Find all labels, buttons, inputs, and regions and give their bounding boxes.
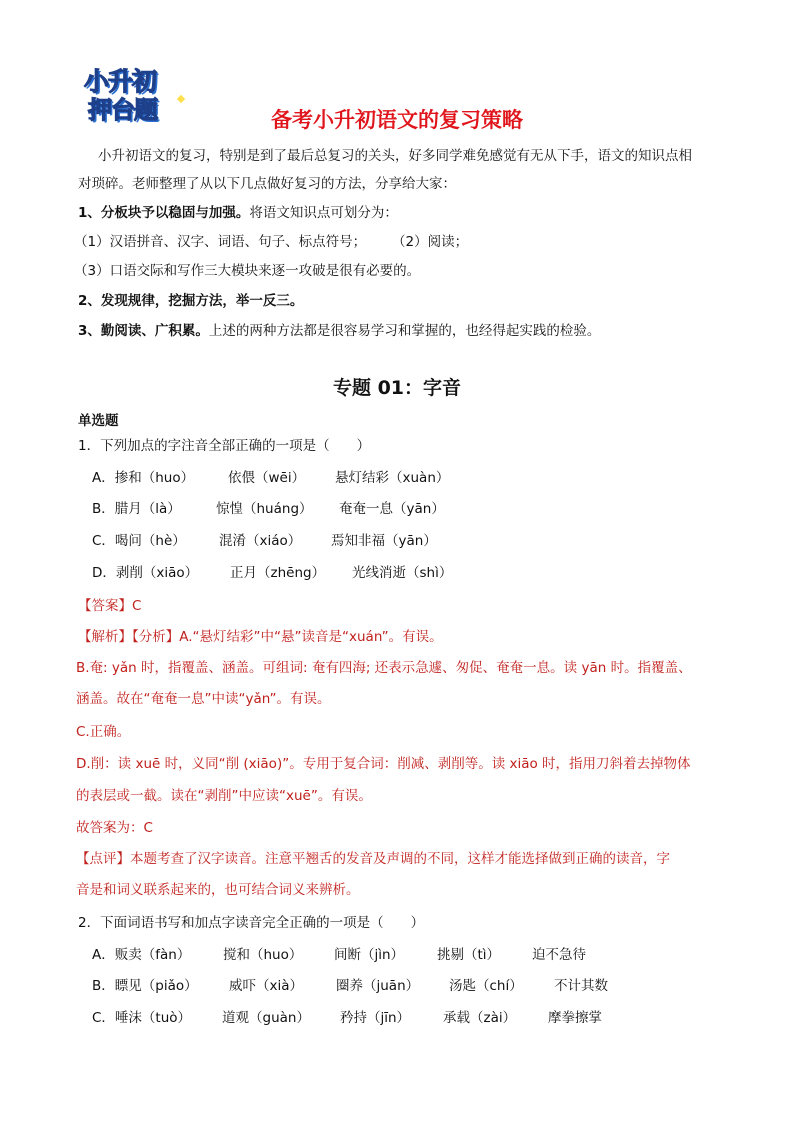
q1-option-d-1: D．剥削（xiāo） [92, 565, 199, 581]
q2-option-a-2: 搅和（huo） [223, 947, 303, 963]
q2-option-c-4: 承载（zài） [443, 1010, 517, 1026]
q2-option-b-3: 圈养（juān） [336, 978, 420, 994]
q1-option-b-1: B．腊月（là） [92, 501, 181, 517]
q2-option-a-3: 间断（jìn） [334, 947, 405, 963]
strategy-1-text: 将语文知识点可划分为： [249, 205, 398, 221]
q1-option-c-3: 焉知非福（yān） [331, 533, 437, 549]
sparkle-icon [177, 95, 185, 103]
q1-comment-line-1 [76, 849, 670, 869]
q2-option-b-2: 威吓（xià） [229, 978, 304, 994]
strategy-1-item-a: （1）汉语拼音、汉字、词语、句子、标点符号； [74, 234, 367, 250]
strategy-1 [78, 203, 398, 223]
q1-analysis-b-line-2: 涵盖。故在“奄奄一息”中读“yǎn”。有误。 [76, 691, 331, 707]
strategy-1-item-c: （3）口语交际和写作三大模块来逐一攻破是很有必要的。 [74, 263, 421, 279]
q1-option-d-2: 正月（zhēng） [230, 565, 326, 581]
q1-option-b-2: 惊惶（huáng） [216, 501, 313, 517]
strategy-3 [78, 321, 600, 341]
strategy-2-heading: 2、发现规律，挖掘方法，举一反三。 [78, 293, 304, 309]
q2-option-a-5: 迫不急待 [532, 947, 586, 963]
q1-analysis-c: C.正确。 [76, 724, 131, 740]
q1-option-c-1: C．喝问（hè） [92, 533, 186, 549]
section-title: 专题 01：字音 [332, 377, 462, 399]
q2-stem: 2．下面词语书写和加点字读音完全正确的一项是（ ） [78, 915, 425, 931]
q1-answer [78, 596, 141, 616]
q1-option-c-2: 混淆（xiáo） [219, 533, 302, 549]
q2-option-b-1: B．瞟见（piǎo） [92, 978, 198, 994]
answer-value: C [132, 598, 142, 614]
document-title: 备考小升初语文的复习策略 [271, 108, 523, 132]
q2-option-a-1: A．贩卖（fàn） [92, 947, 191, 963]
q1-analysis-d-line-2: 的表层或一截。读在“剥削”中应读“xuē”。有误。 [76, 788, 372, 804]
strategy-1-heading: 1、分板块予以稳固与加强。 [78, 205, 250, 221]
q1-analysis-d-line-1: D.削：读 xuē 时，义同“削 (xiāo)”。专用于复合词：削减、剥削等。读 xiāo 时，指用刀斜着去掉物体 [76, 756, 691, 772]
q1-option-a-1: A．掺和（huo） [92, 470, 195, 486]
q2-option-c-2: 道观（guàn） [222, 1010, 310, 1026]
analysis-a-text: A.“悬灯结彩”中“悬”读音是“xuán”。有误。 [179, 629, 443, 645]
logo-line-2: 押台题 [88, 96, 157, 124]
intro-line-2: 对琐碎。老师整理了从以下几点做好复习的方法，分享给大家： [78, 176, 456, 192]
strategy-3-heading: 3、勤阅读、广积累。 [78, 323, 209, 339]
q2-option-c-3: 矜持（jīn） [340, 1010, 411, 1026]
answer-tag: 【答案】 [78, 598, 132, 614]
q1-analysis-a [78, 627, 443, 647]
q2-option-b-5: 不计其数 [554, 978, 608, 994]
comment-text: 本题考查了汉字读音。注意平翘舌的发音及声调的不同，这样才能选择做到正确的读音，字 [130, 851, 670, 867]
q1-option-b-3: 奄奄一息（yān） [339, 501, 445, 517]
comment-tag: 【点评】 [76, 851, 130, 867]
q1-final-answer: 故答案为：C [76, 820, 153, 836]
analysis-tag: 【解析】【分析】 [78, 629, 180, 645]
intro-line-1: 小升初语文的复习，特别是到了最后总复习的关头，好多同学难免感觉有无从下手，语文的知识点相 [98, 148, 692, 164]
q1-analysis-b-line-1: B.奄: yǎn 时，指覆盖、涵盖。可组词: 奄有四海; 还表示急遽、匆促、奄奄一息。读 yān 时。指覆盖、 [76, 660, 692, 676]
logo-line-1: 小升初 [84, 67, 157, 96]
q2-option-b-4: 汤匙（chí） [449, 978, 523, 994]
q1-option-a-2: 依偎（wēi） [228, 470, 306, 486]
question-type-label: 单选题 [78, 413, 119, 429]
q1-option-a-3: 悬灯结彩（xuàn） [335, 470, 450, 486]
strategy-3-text: 上述的两种方法都是很容易学习和掌握的，也经得起实践的检验。 [208, 323, 601, 339]
q2-option-a-4: 挑剔（tì） [437, 947, 501, 963]
strategy-1-item-b: （2）阅读； [392, 234, 469, 250]
q1-stem: 1．下列加点的字注音全部正确的一项是（ ） [78, 438, 371, 454]
q2-option-c-5: 摩拳擦掌 [548, 1010, 602, 1026]
q2-option-c-1: C．唾沫（tuò） [92, 1010, 192, 1026]
q1-comment-line-2: 音是和词义联系起来的，也可结合词义来辨析。 [76, 882, 360, 898]
q1-option-d-3: 光线消逝（shì） [352, 565, 453, 581]
